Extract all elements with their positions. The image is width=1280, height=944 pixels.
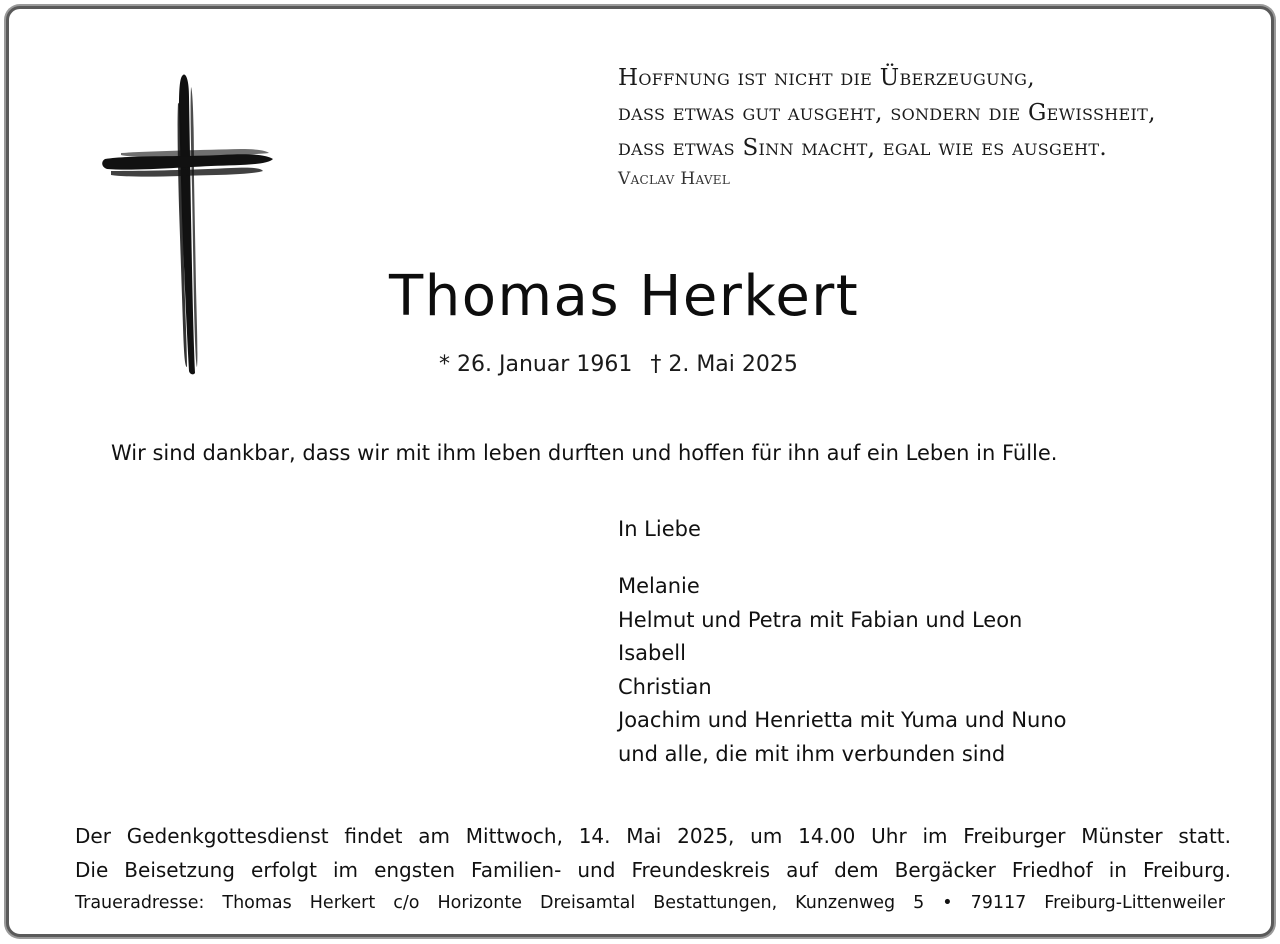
memorial-service-line: Der Gedenkgottesdienst findet am Mittwoch, 14. Mai 2025, um 14.00 Uhr im Freiburger Münster statt. — [75, 824, 1231, 848]
quote-author: Vaclav Havel — [618, 169, 731, 189]
cross-icon — [101, 67, 277, 379]
list-item: Helmut und Petra mit Fabian und Leon — [618, 607, 1023, 632]
quote-line: dass etwas gut ausgeht, sondern die Gewissheit, — [618, 100, 1156, 126]
deceased-name: Thomas Herkert — [389, 264, 860, 329]
list-item: und alle, die mit ihm verbunden sind — [618, 741, 1006, 766]
service-info — [75, 819, 1231, 887]
quote-line: dass etwas Sinn macht, egal wie es ausgeht. — [618, 135, 1107, 161]
burial-line: Die Beisetzung erfolgt im engsten Familien- und Freundeskreis auf dem Bergäcker Friedhof in Freiburg. — [75, 858, 1231, 882]
life-dates — [439, 347, 798, 383]
quote — [618, 61, 1156, 192]
list-item: Christian — [618, 674, 712, 699]
quote-line: Hoffnung ist nicht die Überzeugung, — [618, 65, 1035, 91]
gratitude-text: Wir sind dankbar, dass wir mit ihm leben durften und hoffen für ihn auf ein Leben in Fülle. — [111, 441, 1058, 465]
birth-date: * 26. Januar 1961 — [439, 352, 633, 377]
list-item: Joachim und Henrietta mit Yuma und Nuno — [618, 708, 1067, 732]
list-item: Melanie — [618, 574, 700, 598]
list-item: Isabell — [618, 641, 686, 665]
mourning-address: Traueradresse: Thomas Herkert c/o Horizonte Dreisamtal Bestattungen, Kunzenweg 5 • 79117 Freiburg-Littenweiler — [75, 893, 1225, 913]
closing-text: In Liebe — [618, 517, 701, 541]
mourners-list — [618, 570, 1067, 771]
death-date: † 2. Mai 2025 — [650, 352, 798, 377]
obituary-frame — [6, 6, 1274, 937]
